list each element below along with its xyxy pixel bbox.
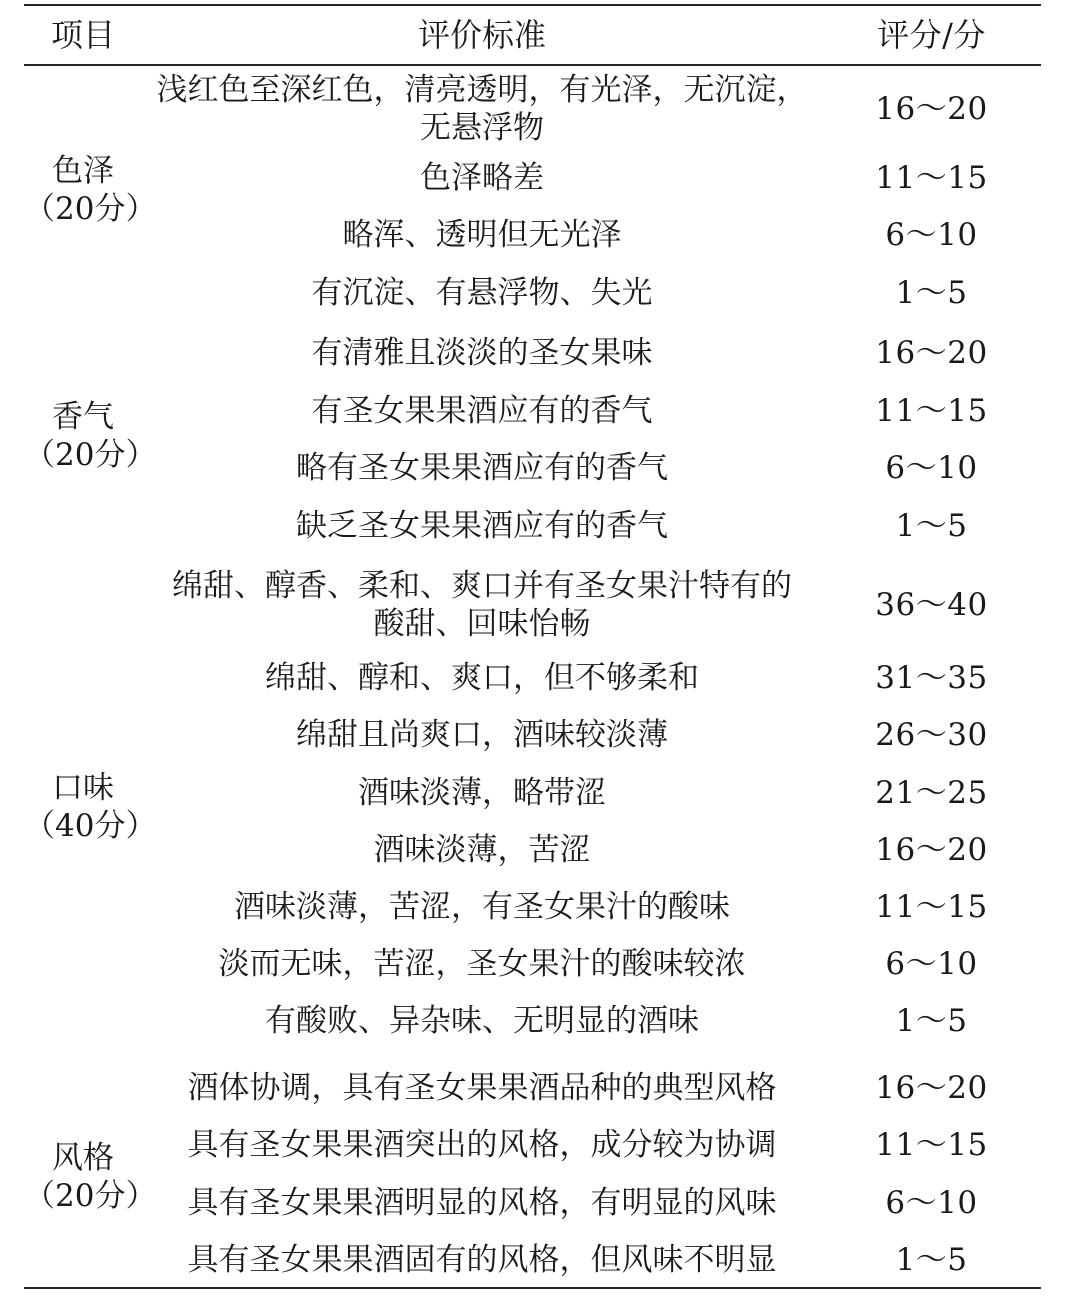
criteria-cell: 具有圣女果果酒明显的风格，有明显的风味 [187,1185,777,1221]
header-item: 项目 [50,16,115,54]
score-cell: 26～30 [875,717,988,753]
group-item-label: 风格 （20分） [24,1140,157,1214]
score-cell: 1～5 [895,275,968,311]
score-cell: 21～25 [875,775,988,811]
criteria-cell: 有圣女果果酒应有的香气 [311,393,653,429]
score-cell: 11～15 [875,889,988,925]
criteria-cell: 具有圣女果果酒固有的风格，但风味不明显 [187,1242,777,1278]
header-score: 评分/分 [877,16,986,54]
score-cell: 11～15 [875,160,988,196]
top-rule [24,4,1041,6]
group-item-label: 色泽 （20分） [24,153,157,227]
group-item-label: 口味 （40分） [24,770,157,844]
criteria-cell: 略浑、透明但无光泽 [342,217,622,253]
criteria-cell: 酒味淡薄，苦涩 [373,832,591,868]
criteria-cell: 略有圣女果果酒应有的香气 [296,450,668,486]
score-cell: 16～20 [875,1070,988,1106]
criteria-cell: 有沉淀、有悬浮物、失光 [311,275,653,311]
criteria-cell: 绵甜、醇香、柔和、爽口并有圣女果汁特有的 酸甜、回味怡畅 [172,568,792,642]
criteria-cell: 具有圣女果果酒突出的风格，成分较为协调 [187,1127,777,1163]
score-cell: 1～5 [895,1003,968,1039]
criteria-cell: 缺乏圣女果果酒应有的香气 [296,508,668,544]
score-cell: 6～10 [885,1185,978,1221]
criteria-cell: 有清雅且淡淡的圣女果味 [311,335,653,371]
score-cell: 11～15 [875,393,988,429]
score-cell: 16～20 [875,91,988,127]
criteria-cell: 酒味淡薄，略带涩 [358,775,606,811]
bottom-rule [24,1287,1041,1289]
score-cell: 1～5 [895,1242,968,1278]
score-cell: 31～35 [875,660,988,696]
criteria-cell: 酒体协调，具有圣女果果酒品种的典型风格 [187,1070,777,1106]
score-cell: 6～10 [885,946,978,982]
criteria-cell: 绵甜、醇和、爽口，但不够柔和 [265,660,699,696]
score-cell: 6～10 [885,217,978,253]
score-cell: 36～40 [875,587,988,623]
score-cell: 16～20 [875,832,988,868]
group-item-label: 香气 （20分） [24,399,157,473]
criteria-cell: 有酸败、异杂味、无明显的酒味 [265,1003,699,1039]
criteria-cell: 绵甜且尚爽口，酒味较淡薄 [296,717,668,753]
criteria-cell: 色泽略差 [420,160,544,196]
criteria-cell: 淡而无味，苦涩，圣女果汁的酸味较浓 [218,946,746,982]
score-cell: 16～20 [875,335,988,371]
score-cell: 1～5 [895,508,968,544]
score-cell: 11～15 [875,1127,988,1163]
header-criteria: 评价标准 [417,16,546,54]
criteria-cell: 浅红色至深红色，清亮透明，有光泽，无沉淀， 无悬浮物 [156,72,808,146]
header-rule [24,64,1041,66]
score-cell: 6～10 [885,450,978,486]
criteria-cell: 酒味淡薄，苦涩，有圣女果汁的酸味 [234,889,730,925]
